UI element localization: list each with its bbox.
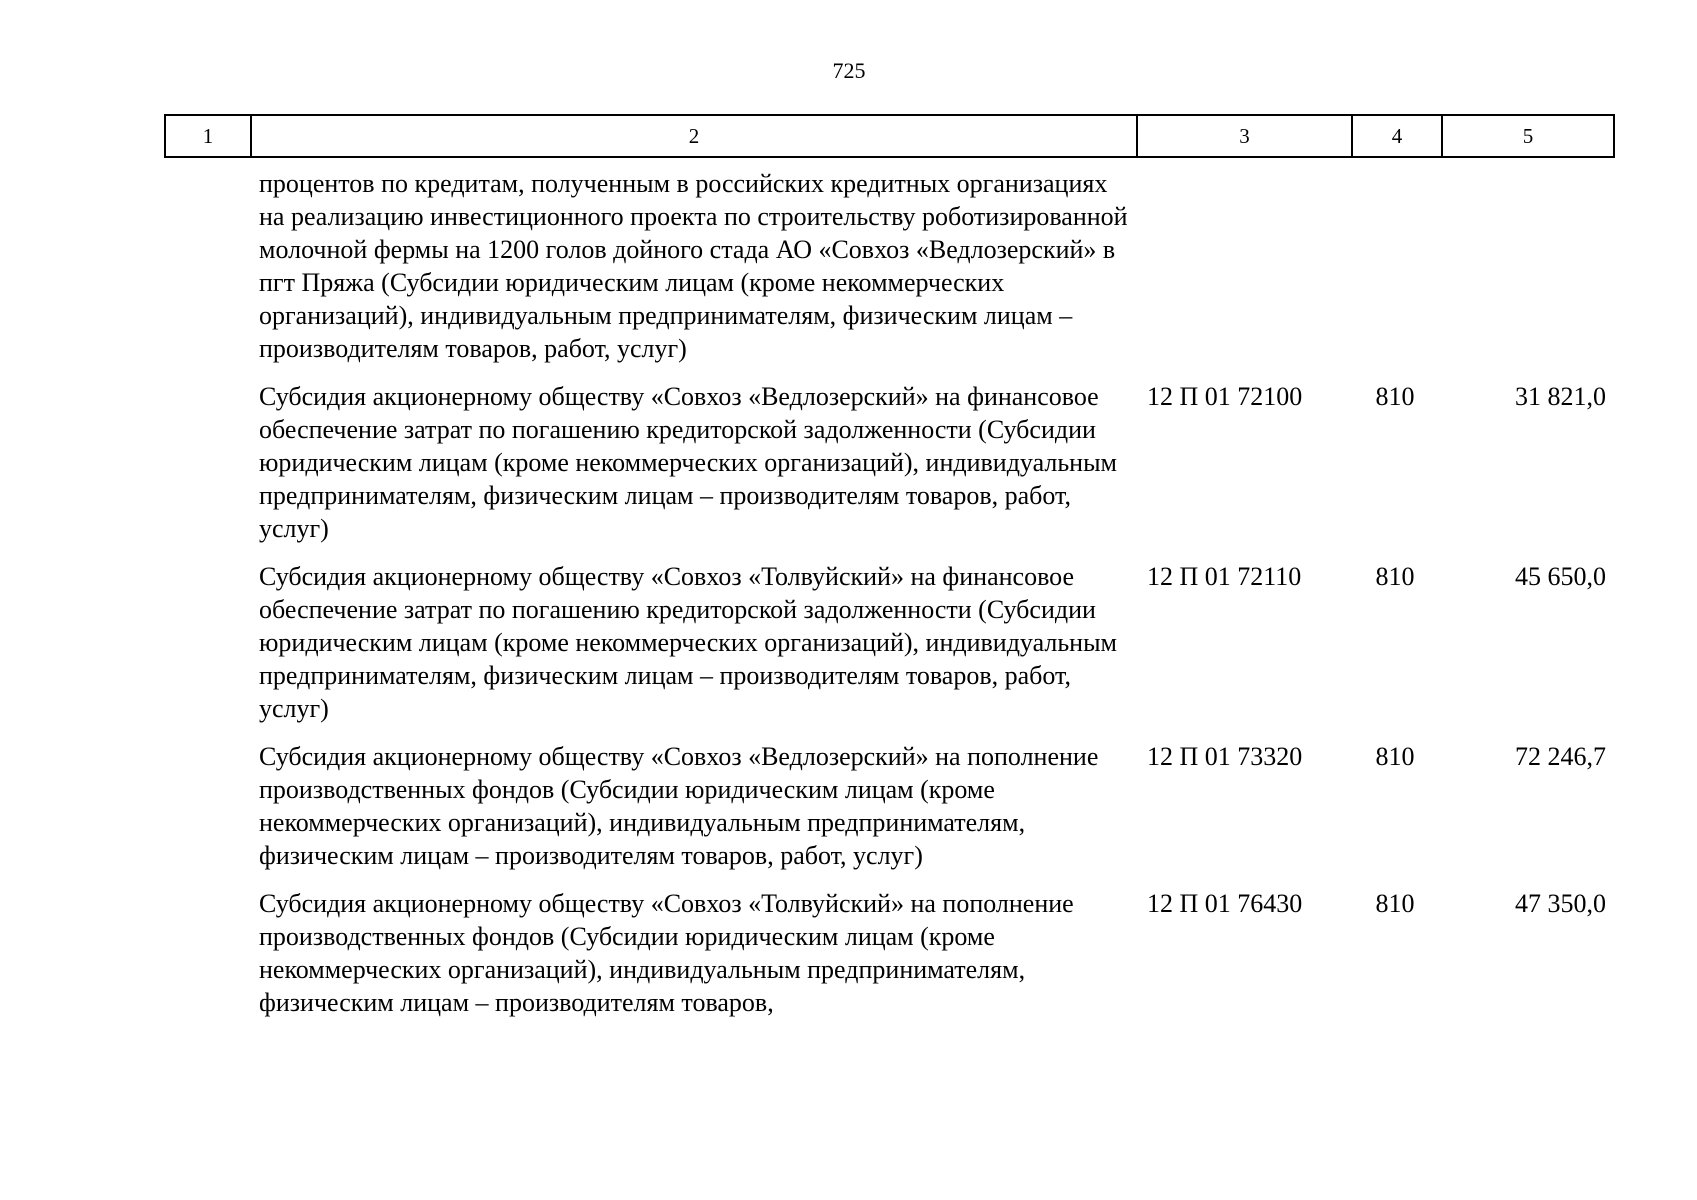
row-amount: 47 350,0 <box>1515 889 1606 918</box>
table-row <box>165 560 1614 740</box>
row-expense-kind: 810 <box>1375 562 1415 591</box>
table-header <box>165 115 1614 157</box>
table-row <box>165 157 1614 380</box>
row-expense-kind: 810 <box>1375 382 1415 411</box>
cell-empty <box>165 380 251 560</box>
row-amount: 45 650,0 <box>1515 562 1606 591</box>
table-body <box>165 157 1614 1034</box>
row-target-code: 12 П 01 73320 <box>1147 742 1303 771</box>
row-target-code: 12 П 01 72100 <box>1147 382 1303 411</box>
column-header-1: 1 <box>165 115 251 157</box>
column-header-2: 2 <box>251 115 1137 157</box>
table-row <box>165 887 1614 1034</box>
row-expense-kind: 810 <box>1375 742 1415 771</box>
table-row <box>165 740 1614 887</box>
row-description: Субсидия акционерному обществу «Совхоз «Ведлозерский» на пополнение производственных фондов (Субсидии юридическим лицам (кроме некоммерческих организаций), индивидуальным предпринимателям, физическим лицам – производителям товаров, работ, услуг) <box>259 742 1099 870</box>
column-header-5: 5 <box>1442 115 1614 157</box>
cell-empty <box>165 740 251 887</box>
header-row <box>165 115 1614 157</box>
row-amount: 72 246,7 <box>1515 742 1606 771</box>
page-number: 725 <box>832 58 866 83</box>
row-description: процентов по кредитам, полученным в российских кредитных организациях на реализацию инвестиционного проекта по строительству роботизированной молочной фермы на 1200 голов дойного стада АО «Совхоз «Ведлозерский» в пгт Пряжа (Субсидии юридическим лицам (кроме некоммерческих организаций), индивидуальным предпринимателям, физическим лицам – производителям товаров, работ, услуг) <box>259 169 1128 363</box>
row-description: Субсидия акционерному обществу «Совхоз «Толвуйский» на пополнение производственных фондов (Субсидии юридическим лицам (кроме некоммерческих организаций), индивидуальным предпринимателям, физическим лицам – производителям товаров, <box>259 889 1074 1017</box>
row-amount: 31 821,0 <box>1515 382 1606 411</box>
row-expense-kind <box>1352 157 1442 380</box>
row-target-code: 12 П 01 76430 <box>1147 889 1303 918</box>
row-amount <box>1442 157 1614 380</box>
row-target-code <box>1137 157 1352 380</box>
column-header-4: 4 <box>1352 115 1442 157</box>
cell-empty <box>165 887 251 1034</box>
row-expense-kind: 810 <box>1375 889 1415 918</box>
row-description: Субсидия акционерному обществу «Совхоз «Ведлозерский» на финансовое обеспечение затрат по погашению кредиторской задолженности (Субсидии юридическим лицам (кроме некоммерческих организаций), индивидуальным предпринимателям, физическим лицам – производителям товаров, работ, услуг) <box>259 382 1118 543</box>
column-header-3: 3 <box>1137 115 1352 157</box>
row-target-code: 12 П 01 72110 <box>1147 562 1302 591</box>
table-row <box>165 380 1614 560</box>
cell-empty <box>165 157 251 380</box>
budget-table <box>164 114 1615 1034</box>
row-description: Субсидия акционерному обществу «Совхоз «Толвуйский» на финансовое обеспечение затрат по погашению кредиторской задолженности (Субсидии юридическим лицам (кроме некоммерческих организаций), индивидуальным предпринимателям, физическим лицам – производителям товаров, работ, услуг) <box>259 562 1118 723</box>
cell-empty <box>165 560 251 740</box>
